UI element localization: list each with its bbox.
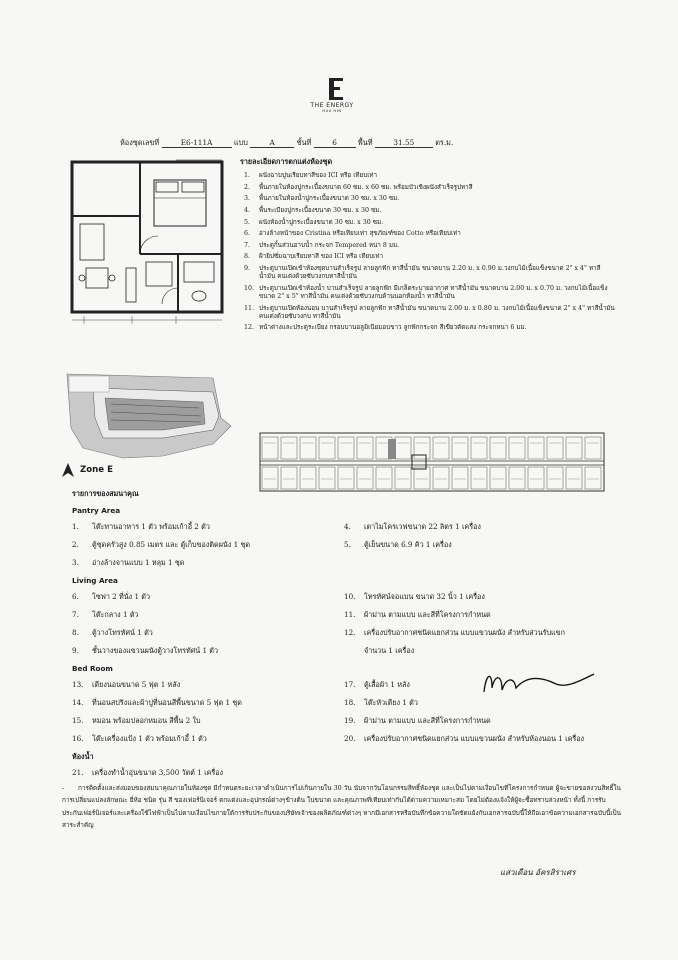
unit-floor-label: ชั้นที่ <box>296 138 312 147</box>
furniture-item-number: 18. <box>344 698 356 707</box>
furniture-item <box>72 628 153 639</box>
furniture-item <box>344 540 452 551</box>
spec-item-number: 6. <box>244 230 251 238</box>
furniture-item <box>344 716 491 727</box>
furniture-item-text: เตียงนอนขนาด 5 ฟุต 1 หลัง <box>92 680 181 689</box>
furniture-item <box>344 628 565 639</box>
spec-item <box>244 285 616 301</box>
furniture-item <box>344 522 481 533</box>
furniture-item-text: ตู้เย็นขนาด 6.9 คิว 1 เครื่อง <box>364 540 452 549</box>
furniture-item <box>72 768 223 779</box>
furniture-item-number: 3. <box>72 558 79 567</box>
spec-item-text: ประตูบานเปิดเข้าห้องน้ำ บานสำเร็จรูป ลายลูกฟัก มีเกล็ดระบายอากาศ ทาสีน้ำมัน ขนาดบาน 2.00 ม. x 0.70 ม. วงกบไม้เนื้อแข็งขนาด 2" x 5" ทาสีน้ำมัน คนเต่งด้วยซับวงกบด้านนอกห้องน้ำ ทาสีน้ำมัน <box>259 284 608 300</box>
spec-item-number: 8. <box>244 253 251 261</box>
furniture-item <box>72 680 180 691</box>
bedroom-title: Bed Room <box>72 664 113 673</box>
furniture-item <box>72 734 207 745</box>
spec-item <box>244 242 616 250</box>
pantry-title: Pantry Area <box>72 506 121 515</box>
furniture-item-text: โต๊ะเครื่องแป้ง 1 ตัว พร้อมเก้าอี้ 1 ตัว <box>92 734 207 743</box>
remark-text: การติดตั้งและส่งมอบของสมนาคุณภายในห้องชุด มีกำหนดระยะเวลาดำเนินการไม่เกินภายใน 30 วัน นับจากวันโอนกรรมสิทธิ์ห้องชุด และเป็นไปตามเงื่อนไขที่โครงการกำหนด ผู้จะขายขอสงวนสิทธิ์ในการเปลี่ยนแปลงลักษณะ ยี่ห้อ ชนิด รุ่น สี ของเฟอร์นิเจอร์ ตกแต่งและอุปกรณ์ต่างๆข้างต้น ในขนาด และคุณภาพที่เทียบเท่ากันได้ตามความเหมาะสม โดยไม่ต้องแจ้งให้ผู้จะซื้อทราบล่วงหน้า ทั้งนี้ การรับประกันเฟอร์นิเจอร์และเครื่องใช้ไฟฟ้าเป็นไปตามเงื่อนไขภายใต้การรับประกันของบริษัทเจ้าของผลิตภัณฑ์ต่างๆ หากมีเอกสารหรือบันทึกข้อความใดขัดแย้งกับเอกสารฉบับนี้ให้ถือเอาข้อความเอกสารฉบับนี้เป็นสาระสำคัญ <box>62 784 621 830</box>
spec-item-number: 1. <box>244 172 251 179</box>
spec-item <box>244 305 616 321</box>
furniture-title: รายการของสมนาคุณ <box>72 489 139 498</box>
furniture-item-text: ตู้วางโทรทัศน์ 1 ตัว <box>92 628 153 637</box>
unit-type-label: แบบ <box>233 138 248 147</box>
furniture-item-number: 16. <box>72 734 84 743</box>
zone-name: Zone E <box>80 465 113 475</box>
spec-item <box>244 265 616 281</box>
furniture-item <box>72 646 218 657</box>
furniture-item-number: 19. <box>344 716 356 725</box>
spec-item-number: 2. <box>244 183 251 191</box>
furniture-item-number: 5. <box>344 540 351 549</box>
unit-type-value: A <box>250 138 294 148</box>
furniture-item-text: เครื่องปรับอากาศชนิดแยกส่วน แบบแขวนผนัง สำหรับส่วนรับแขก <box>364 628 565 637</box>
unit-no-value: E6-111A <box>162 138 232 148</box>
spec-item-number: 7. <box>244 241 251 249</box>
unit-area-label: พื้นที่ <box>357 138 373 147</box>
furniture-item-text: โทรทัศน์จอแบน ขนาด 32 นิ้ว 1 เครื่อง <box>364 592 485 601</box>
furniture-item-number: 10. <box>344 592 356 601</box>
furniture-item-text: เครื่องทำน้ำอุ่นขนาด 3,500 วัตต์ 1 เครื่อง <box>92 768 224 777</box>
furniture-item-number: 21. <box>72 768 84 777</box>
furniture-item <box>72 698 242 709</box>
unit-area-value: 31.55 <box>375 138 433 148</box>
unit-area-unit: ตร.ม. <box>435 138 454 147</box>
furniture-item <box>344 698 418 709</box>
spec-item-number: 9. <box>244 265 251 273</box>
spec-item-text: พื้นระเบียงปูกระเบื้องขนาด 30 ซม. x 30 ซม. <box>259 206 382 214</box>
spec-list <box>244 172 616 336</box>
furniture-item-number: 11. <box>344 610 356 619</box>
furniture-item-number: 12. <box>344 628 356 637</box>
brand-name: THE ENERGY <box>310 102 354 109</box>
furniture-item <box>72 558 184 569</box>
spec-item-text: ประตูบานเปิดเข้าห้องชุดบานสำเร็จรูป ลายลูกฟัก ทาสีน้ำมัน ขนาดบาน 2.20 ม. x 0.90 ม.วงกบไม้เนื้อแข็งขนาด 2" x 4" ทาสีน้ำมัน คนเต่งด้วยซับวงกบทาสีน้ำมัน <box>259 265 601 281</box>
furniture-item-text: โต๊ะหัวเตียง 1 ตัว <box>364 698 418 707</box>
zone-label <box>62 463 113 477</box>
furniture-item-text: จำนวน 1 เครื่อง <box>364 646 415 655</box>
spec-item-number: 12. <box>244 324 255 332</box>
furniture-item-text: ผ้าม่าน ตามแบบ และสีที่โครงการกำหนด <box>364 610 491 619</box>
spec-item <box>244 230 616 238</box>
unit-floor-value: 6 <box>314 138 356 148</box>
spec-item-number: 10. <box>244 284 255 292</box>
furniture-item-number: 7. <box>72 610 79 619</box>
furniture-item-number: 9. <box>72 646 79 655</box>
furniture-item-number: 6. <box>72 592 79 601</box>
spec-item-text: ผนังฉาบปูนเรียบทาสีของ ICI หรือ เทียบเท่า <box>259 172 378 179</box>
furniture-item <box>344 646 414 657</box>
furniture-item-number: 14. <box>72 698 84 707</box>
furniture-item-number: 2. <box>72 540 79 549</box>
furniture-item-number: 1. <box>72 522 79 531</box>
site-plan <box>63 368 235 462</box>
spec-item-number: 11. <box>244 304 255 312</box>
spec-item <box>244 184 616 192</box>
living-title: Living Area <box>72 576 118 585</box>
furniture-item <box>72 540 250 551</box>
furniture-item-number: 8. <box>72 628 79 637</box>
furniture-item-number: 15. <box>72 716 84 725</box>
remark-paragraph <box>62 782 622 832</box>
furniture-item <box>72 592 150 603</box>
spec-item <box>244 324 616 332</box>
furniture-item-text: หมอน พร้อมปลอกหมอน สีพื้น 2 ใบ <box>92 716 201 725</box>
furniture-item <box>344 734 584 745</box>
spec-item-number: 3. <box>244 195 251 203</box>
furniture-item-text: ที่นอนสปริงและผ้าปูที่นอนสีพื้นขนาด 5 ฟุต 1 ชุด <box>92 698 242 707</box>
signature-mark <box>470 664 610 704</box>
furniture-item-text: อ่างล้างจานแบบ 1 หลุม 1 ชุด <box>92 558 185 567</box>
furniture-item <box>344 610 491 621</box>
unit-no-label: ห้องชุดเลขที่ <box>120 138 160 147</box>
furniture-item-text: ชั้นวางของแขวนผนังตู้วางโทรทัศน์ 1 ตัว <box>92 646 219 655</box>
spec-item-text: ฝ้ายิปซั่มฉาบเรียบทาสี ของ ICI หรือ เทียบเท่า <box>259 253 384 261</box>
logo-mark-icon <box>323 78 341 100</box>
bathroom-title: ห้องน้ำ <box>72 752 94 761</box>
furniture-item <box>72 610 139 621</box>
spec-item-text: หน้าต่างและประตูระเบียง กรอบบานอลูมิเนียมอบขาว ลูกฟักกระจก สีเขียวตัดแสง กระจกหนา 6 มม. <box>259 324 527 332</box>
spec-title: รายละเอียดการตกแต่งห้องชุด <box>240 157 333 166</box>
spec-item <box>244 195 616 203</box>
furniture-item-text: ตู้ชุดครัวสูง 0.85 เมตร และ ตู้เก็บของติดผนัง 1 ชุด <box>92 540 251 549</box>
furniture-item-number: 17. <box>344 680 356 689</box>
spec-item-number: 4. <box>244 206 251 214</box>
spec-item-text: พื้นภายในห้องปูกระเบื้องขนาด 60 ซม. x 60 ซม. พร้อมบัวเชิงผนังสำเร็จรูปทาสี <box>259 183 473 191</box>
furniture-item-number: 4. <box>344 522 351 531</box>
furniture-item-text: โต๊ะทานอาหาร 1 ตัว พร้อมเก้าอี้ 2 ตัว <box>92 522 210 531</box>
north-arrow-icon <box>62 463 74 477</box>
furniture-item <box>72 716 201 727</box>
spec-item-text: ผนังห้องน้ำปูกระเบื้องขนาด 30 ซม. x 30 ซม. <box>259 218 384 226</box>
remark-bullet: - <box>62 784 65 792</box>
furniture-item-text: เตาไมโครเวฟขนาด 22 ลิตร 1 เครื่อง <box>364 522 481 531</box>
spec-item-text: ประตูบานเปิดห้องนอน บานสำเร็จรูป ลายลูกฟัก ทาสีน้ำมัน ขนาดบาน 2.00 ม. x 0.80 ม. วงกบไม้เนื้อแข็งขนาด 2" x 4" ทาสีน้ำมัน คนเต่งด้วยซับวงกบ ทาสีน้ำมัน <box>259 304 615 320</box>
furniture-item-text: โซฟา 2 ที่นั่ง 1 ตัว <box>92 592 151 601</box>
furniture-item <box>344 680 410 691</box>
spec-item <box>244 207 616 215</box>
brand-logo <box>304 78 360 113</box>
spec-item <box>244 253 616 261</box>
brand-subtitle: HUA HIN <box>322 109 342 113</box>
spec-item-number: 5. <box>244 218 251 226</box>
furniture-item-text: โต๊ะกลาง 1 ตัว <box>92 610 139 619</box>
spec-item <box>244 172 616 180</box>
unit-floor-plan <box>66 158 228 330</box>
spec-item-text: ประตูกั้นส่วนอาบน้ำ กระจก Tempered หนา 8 มม. <box>259 241 400 249</box>
furniture-item-number: 20. <box>344 734 356 743</box>
furniture-item-text: ผ้าม่าน ตามแบบ และสีที่โครงการกำหนด <box>364 716 491 725</box>
furniture-item <box>72 522 210 533</box>
floor-elevation <box>258 431 606 493</box>
footer-signature: แสวเดือน อัครสิราเศร <box>500 868 576 877</box>
unit-info-line <box>120 138 540 149</box>
spec-item-text: อ่างล้างหน้าของ Cristina หรือเทียบเท่า สุขภัณฑ์ของ Cotto หรือเทียบเท่า <box>259 230 461 238</box>
spec-item-text: พื้นภายในห้องน้ำปูกระเบื้องขนาด 30 ซม. x 30 ซม. <box>259 195 400 203</box>
furniture-item <box>344 592 485 603</box>
furniture-item-text: เครื่องปรับอากาศชนิดแยกส่วน แบบแขวนผนัง สำหรับห้องนอน 1 เครื่อง <box>364 734 585 743</box>
furniture-item-text: ตู้เสื้อผ้า 1 หลัง <box>364 680 410 689</box>
furniture-item-number: 13. <box>72 680 84 689</box>
spec-item <box>244 219 616 227</box>
